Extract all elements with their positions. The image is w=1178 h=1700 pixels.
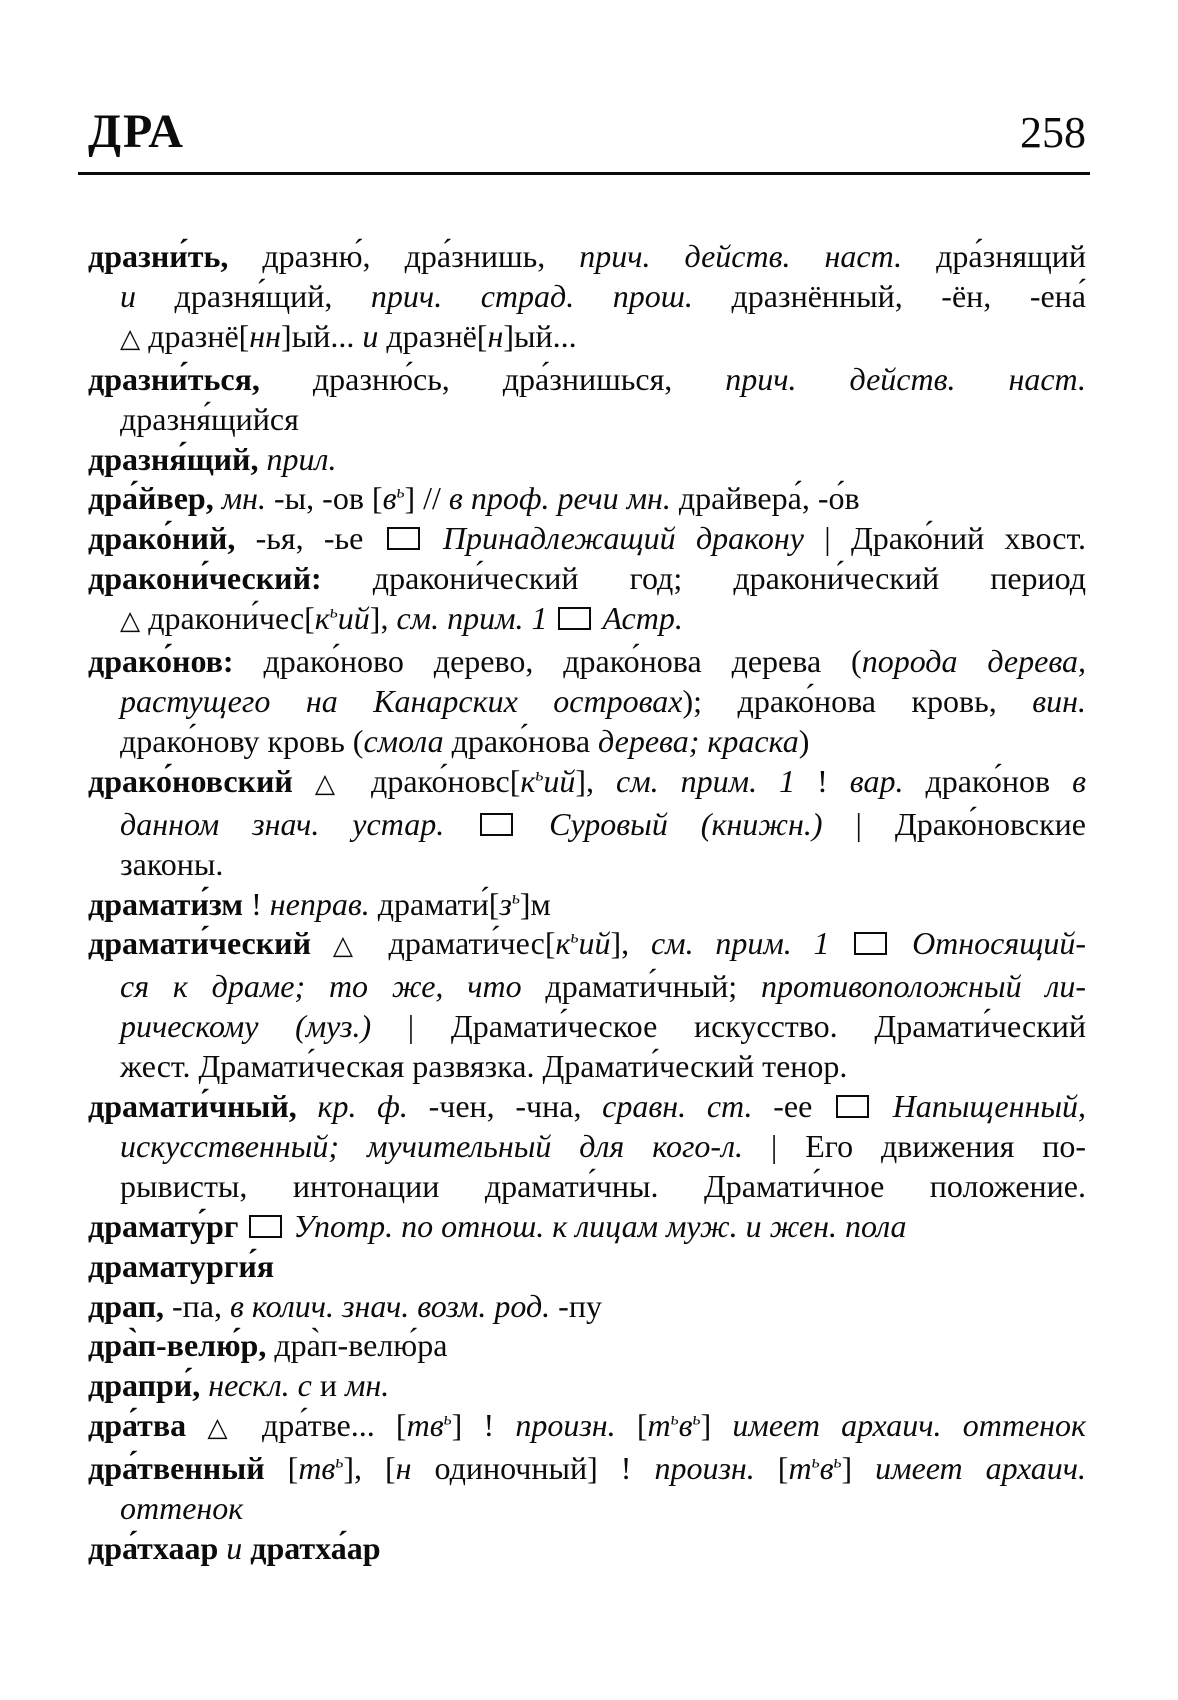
text-segment: сравн. ст. <box>602 1088 774 1125</box>
superscript-soft-sign: ь <box>511 886 520 907</box>
superscript-soft-sign: ь <box>670 1408 679 1429</box>
text-segment: дразня́щийся <box>120 400 299 437</box>
text-segment: [ <box>777 1450 789 1487</box>
text-segment: драко́новс[ <box>349 762 521 799</box>
entry-line <box>88 1047 1086 1087</box>
entry-line <box>88 642 1086 682</box>
text-segment: -пу <box>558 1287 602 1324</box>
dictionary-entry <box>88 1207 1086 1247</box>
entry-line <box>88 762 1086 805</box>
text-segment: вин. <box>1032 682 1086 719</box>
text-segment: дратха́ар <box>250 1530 381 1566</box>
triangle-symbol: △ <box>314 768 350 799</box>
text-segment: прич. действ. наст. <box>579 238 937 274</box>
entry-line <box>88 1406 1086 1449</box>
triangle-symbol: △ <box>207 1413 241 1444</box>
entry-line <box>88 360 1086 400</box>
dictionary-entry <box>88 1287 1086 1327</box>
headword: драмату́рг <box>88 1207 247 1244</box>
text-segment: к <box>314 600 330 637</box>
superscript-soft-sign: ь <box>833 1451 842 1472</box>
text-segment: ]м <box>519 885 551 922</box>
headword: драко́новский <box>88 762 315 799</box>
headword: дракони́ческий: <box>88 560 373 597</box>
superscript-soft-sign: ь <box>535 764 544 785</box>
text-segment: ) <box>798 722 810 759</box>
text-segment: рическому (муз.) <box>120 1008 372 1045</box>
text-segment: Употр. по отнош. к лицам муж. и жен. пола <box>285 1207 907 1244</box>
headword: драпри́, <box>88 1367 209 1404</box>
text-segment: в <box>1072 762 1087 799</box>
headword: дразня́щий, <box>88 440 267 477</box>
entry-line <box>88 924 1086 967</box>
headword: драмати́ческий <box>88 925 333 962</box>
entry-line <box>88 967 1086 1007</box>
entry-line <box>88 1287 1086 1327</box>
headword: дра́тхаар <box>88 1530 227 1566</box>
entry-line <box>88 1366 1086 1406</box>
dictionary-entry <box>88 1247 1086 1287</box>
text-segment: дра̀п-велю́ра <box>274 1327 448 1364</box>
text-segment: драйвера́, -о́в <box>678 480 860 517</box>
superscript-soft-sign: ь <box>692 1408 701 1429</box>
dictionary-entry <box>88 885 1086 925</box>
text-segment: и <box>362 317 379 354</box>
superscript-soft-sign: ь <box>811 1451 820 1472</box>
headword: драко́нов: <box>88 643 264 680</box>
entry-line <box>88 805 1086 845</box>
square-symbol <box>249 1215 282 1238</box>
text-segment: дракони́чес[ <box>140 600 315 637</box>
headword: драматурги́я <box>88 1247 275 1284</box>
text-segment: искусственный; мучительный для кого-л. <box>120 1127 744 1164</box>
headword: драп, <box>88 1287 172 1324</box>
dictionary-entry <box>88 519 1086 559</box>
text-segment: прич. страд. прош. <box>370 277 732 314</box>
text-segment: растущего на Канарских островах <box>120 682 683 719</box>
headword: дразни́ться, <box>88 360 313 397</box>
text-segment: дразнённый, -ён, -ена́ <box>731 277 1086 314</box>
headword: дразни́ть, <box>88 238 263 274</box>
text-segment: дразню́сь, дра́знишься, <box>312 360 726 397</box>
text-segment: драко́нову кровь ( <box>120 722 364 759</box>
text-segment: см. прим. 1 <box>396 600 556 637</box>
text-segment: ], <box>575 762 617 799</box>
text-segment: порода дерева, <box>861 643 1086 680</box>
text-segment: ! <box>817 762 850 799</box>
text-segment: ], <box>610 925 651 962</box>
text-segment: имеет архаич. <box>875 1450 1087 1487</box>
text-segment: см. прим. 1 <box>616 762 818 799</box>
text-segment: драмати́чный; <box>545 968 761 1005</box>
text-segment: в <box>819 1450 834 1487</box>
text-segment: данном знач. устар. <box>120 805 478 842</box>
text-segment: и <box>120 277 175 314</box>
text-segment: законы. <box>120 845 224 882</box>
text-segment: ]ый... <box>281 317 363 354</box>
text-segment: ий <box>578 925 611 962</box>
text-segment: и <box>226 1530 251 1566</box>
entry-line <box>88 559 1086 599</box>
text-segment: т <box>788 1450 812 1487</box>
text-segment: прич. действ. наст. <box>725 360 1087 397</box>
text-segment: з <box>499 885 512 922</box>
text-segment: ] // <box>404 480 449 517</box>
text-segment: жест. Драмати́ческая развязка. Драмати́ческий тенор. <box>120 1048 848 1085</box>
square-symbol <box>836 1095 869 1118</box>
text-segment: | Его движения по- <box>743 1127 1087 1164</box>
text-segment: противоположный ли- <box>760 968 1087 1005</box>
text-segment: см. прим. 1 <box>650 925 852 962</box>
entry-line <box>88 1326 1086 1366</box>
entry-line <box>88 479 1086 519</box>
dictionary-entry <box>88 1406 1086 1449</box>
text-segment: -ы, -ов [ <box>274 480 383 517</box>
text-segment: дракони́ческий год; дракони́ческий период <box>372 560 1087 597</box>
text-segment: прил. <box>266 440 337 477</box>
headword: драмати́зм <box>88 885 252 922</box>
headword: дра́тва <box>88 1407 208 1444</box>
entry-line <box>88 1449 1086 1489</box>
text-segment: ], <box>369 600 397 637</box>
text-segment: в <box>382 480 397 517</box>
triangle-symbol: △ <box>120 323 141 354</box>
dictionary-body <box>88 237 1086 1569</box>
superscript-soft-sign: ь <box>396 481 405 502</box>
text-segment: в колич. знач. возм. род. <box>229 1287 559 1324</box>
text-segment: произн. <box>654 1450 778 1487</box>
entry-line <box>88 1127 1086 1167</box>
text-segment: дра́тве... [ <box>240 1407 407 1444</box>
text-segment: одиночный] ! <box>434 1450 655 1487</box>
text-segment: | Драко́новские <box>822 805 1086 842</box>
text-segment: н <box>395 1450 435 1487</box>
square-symbol <box>558 607 591 630</box>
text-segment: смола <box>363 722 452 759</box>
text-segment: мн. <box>344 1367 390 1404</box>
text-segment: [ <box>287 1450 299 1487</box>
text-segment: дразню́, дра́знишь, <box>262 238 580 274</box>
entry-line <box>88 1489 1086 1529</box>
entry-line <box>88 1007 1086 1047</box>
text-segment: драко́нова <box>451 722 599 759</box>
text-segment: Принадлежащий дракону <box>422 520 804 557</box>
dictionary-entry <box>88 1449 1086 1529</box>
text-segment: тв <box>406 1407 444 1444</box>
text-segment: ] <box>700 1407 733 1444</box>
superscript-soft-sign: ь <box>329 601 338 622</box>
text-segment: -чен, -чна, <box>428 1088 603 1125</box>
dictionary-entry <box>88 762 1086 885</box>
text-segment: в проф. речи мн. <box>448 480 679 517</box>
text-segment: Суровый (книжн.) <box>516 805 823 842</box>
header-rule <box>78 172 1090 175</box>
text-segment: | Драко́ний хвост. <box>803 520 1087 557</box>
text-segment: | Драмати́ческое искусство. Драмати́ческий <box>371 1008 1087 1045</box>
text-segment: ]ый... <box>503 317 577 354</box>
text-segment: Напыщенный, <box>872 1088 1087 1125</box>
text-segment: ся к драме; то же, что <box>120 968 546 1005</box>
entry-line <box>88 1087 1086 1127</box>
text-segment: к <box>555 925 571 962</box>
dictionary-entry <box>88 642 1086 762</box>
entry-line <box>88 599 1086 642</box>
text-segment: дра́знящий <box>936 238 1086 274</box>
text-segment: ); драко́нова кровь, <box>682 682 1033 719</box>
page-header <box>88 105 1086 158</box>
entry-line <box>88 845 1086 885</box>
headword: дра́твенный <box>88 1450 288 1487</box>
superscript-soft-sign: ь <box>570 926 579 947</box>
text-segment: нескл. с <box>208 1367 320 1404</box>
text-segment: и <box>319 1367 345 1404</box>
dictionary-entry <box>88 924 1086 1087</box>
text-segment: -ее <box>773 1088 833 1125</box>
entry-line <box>88 237 1086 277</box>
headword: дра́йвер, <box>88 480 222 517</box>
text-segment: в <box>678 1407 693 1444</box>
text-segment: дерева; краска <box>598 722 799 759</box>
text-segment: ] <box>841 1450 876 1487</box>
text-segment: драко́ново дерево, драко́нова дерева ( <box>263 643 862 680</box>
page-number: 258 <box>1020 108 1086 157</box>
text-segment: [ <box>636 1407 648 1444</box>
text-segment: рывисты, интонации драмати́чны. Драмати́чное положение. <box>120 1167 1086 1204</box>
triangle-symbol: △ <box>120 606 141 637</box>
text-segment: вар. <box>849 762 926 799</box>
entry-line <box>88 1207 1086 1247</box>
dictionary-entry <box>88 1087 1086 1207</box>
text-segment: нн <box>249 317 282 354</box>
triangle-symbol: △ <box>332 931 367 962</box>
text-segment: -па, <box>172 1287 230 1324</box>
text-segment: -ья, -ье <box>255 520 384 557</box>
entry-line <box>88 722 1086 762</box>
headword: драко́ний, <box>88 520 256 557</box>
entry-line <box>88 440 1086 480</box>
text-segment: кр. ф. <box>317 1088 429 1125</box>
entry-line <box>88 1529 1086 1569</box>
dictionary-entry <box>88 360 1086 440</box>
square-symbol <box>480 813 513 836</box>
text-segment: ], [ <box>343 1450 396 1487</box>
text-segment: ий <box>543 762 576 799</box>
text-segment: н <box>487 317 504 354</box>
superscript-soft-sign: ь <box>335 1451 344 1472</box>
headword: драмати́чный, <box>88 1088 318 1125</box>
text-segment: произн. <box>515 1407 637 1444</box>
dictionary-entry <box>88 1529 1086 1569</box>
entry-line <box>88 400 1086 440</box>
dictionary-entry <box>88 559 1086 642</box>
text-segment: ] ! <box>451 1407 516 1444</box>
entry-line <box>88 277 1086 317</box>
dictionary-entry <box>88 237 1086 360</box>
text-segment: Астр. <box>594 600 683 637</box>
text-segment: ий <box>337 600 370 637</box>
text-segment: т <box>647 1407 671 1444</box>
text-segment: дразня́щий, <box>174 277 371 314</box>
section-heading: ДРА <box>88 105 185 158</box>
dictionary-entry <box>88 1326 1086 1366</box>
text-segment: Относящий- <box>890 925 1087 962</box>
text-segment: драмати́[ <box>377 885 500 922</box>
text-segment: дразнё[ <box>140 317 250 354</box>
text-segment: драмати́чес[ <box>366 925 556 962</box>
square-symbol <box>854 932 887 955</box>
entry-line <box>88 1167 1086 1207</box>
entry-line <box>88 1247 1086 1287</box>
text-segment: оттенок <box>120 1490 244 1527</box>
dictionary-entry <box>88 479 1086 519</box>
text-segment: мн. <box>221 480 274 517</box>
text-segment: неправ. <box>269 885 378 922</box>
headword: дра̀п-велю́р, <box>88 1327 275 1364</box>
entry-line <box>88 317 1086 360</box>
text-segment: имеет архаич. оттенок <box>732 1407 1087 1444</box>
entry-line <box>88 519 1086 559</box>
square-symbol <box>387 527 420 550</box>
text-segment: драко́нов <box>925 762 1073 799</box>
dictionary-entry <box>88 1366 1086 1406</box>
superscript-soft-sign: ь <box>443 1408 452 1429</box>
text-segment: ! <box>251 885 270 922</box>
text-segment: дразнё[ <box>378 317 488 354</box>
text-segment: к <box>520 762 536 799</box>
entry-line <box>88 682 1086 722</box>
dictionary-entry <box>88 440 1086 480</box>
entry-line <box>88 885 1086 925</box>
text-segment: тв <box>298 1450 336 1487</box>
